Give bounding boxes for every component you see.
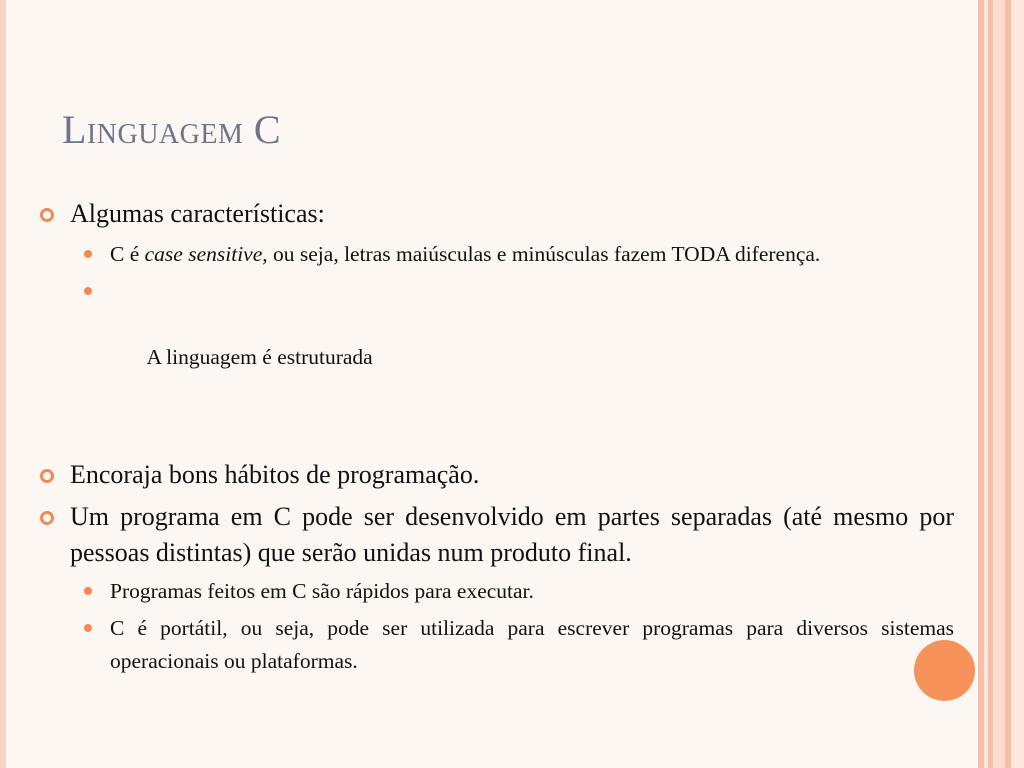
slide-body	[40, 196, 954, 678]
bullet-text: Encoraja bons hábitos de programação.	[70, 460, 480, 489]
sub-bullet-item	[40, 612, 954, 678]
sub-bullet-text-pre: C é	[110, 242, 145, 266]
bullet-text: Um programa em C pode ser desenvolvido em partes separadas (até mesmo por pessoas distintas) que serão unidas num produto final.	[70, 502, 954, 567]
left-decor-stripe	[0, 0, 6, 768]
sub-bullet-text: Programas feitos em C são rápidos para executar.	[110, 579, 534, 603]
circle-bullet-icon	[40, 511, 54, 525]
bullet-text: Algumas características:	[70, 199, 325, 228]
bullet-item	[40, 196, 954, 232]
circle-bullet-icon	[40, 208, 54, 222]
bullet-item	[40, 499, 954, 571]
sub-bullet-item	[40, 575, 954, 608]
orange-circle-decor	[914, 640, 975, 701]
sub-bullet-text-italic: case sensitive,	[144, 242, 268, 266]
right-decor-stripe	[993, 0, 1005, 768]
sub-bullet-item	[40, 238, 954, 271]
dot-bullet-icon	[84, 624, 92, 632]
sub-bullet-text: C é portátil, ou seja, pode ser utilizada para escrever programas para diversos sistemas operacionais ou plataformas.	[110, 616, 954, 673]
dot-bullet-icon	[84, 587, 92, 595]
slide-title: Linguagem C	[62, 107, 282, 152]
sub-bullet-item	[40, 275, 954, 407]
circle-bullet-icon	[40, 469, 54, 483]
sub-bullet-text: A linguagem é estruturada	[142, 345, 373, 369]
dot-bullet-icon	[84, 287, 92, 295]
dot-bullet-icon	[84, 250, 92, 258]
right-decor-stripe	[1011, 0, 1024, 768]
bullet-item	[40, 457, 954, 493]
sub-bullet-text-post: ou seja, letras maiúsculas e minúsculas fazem TODA diferença.	[267, 242, 821, 266]
